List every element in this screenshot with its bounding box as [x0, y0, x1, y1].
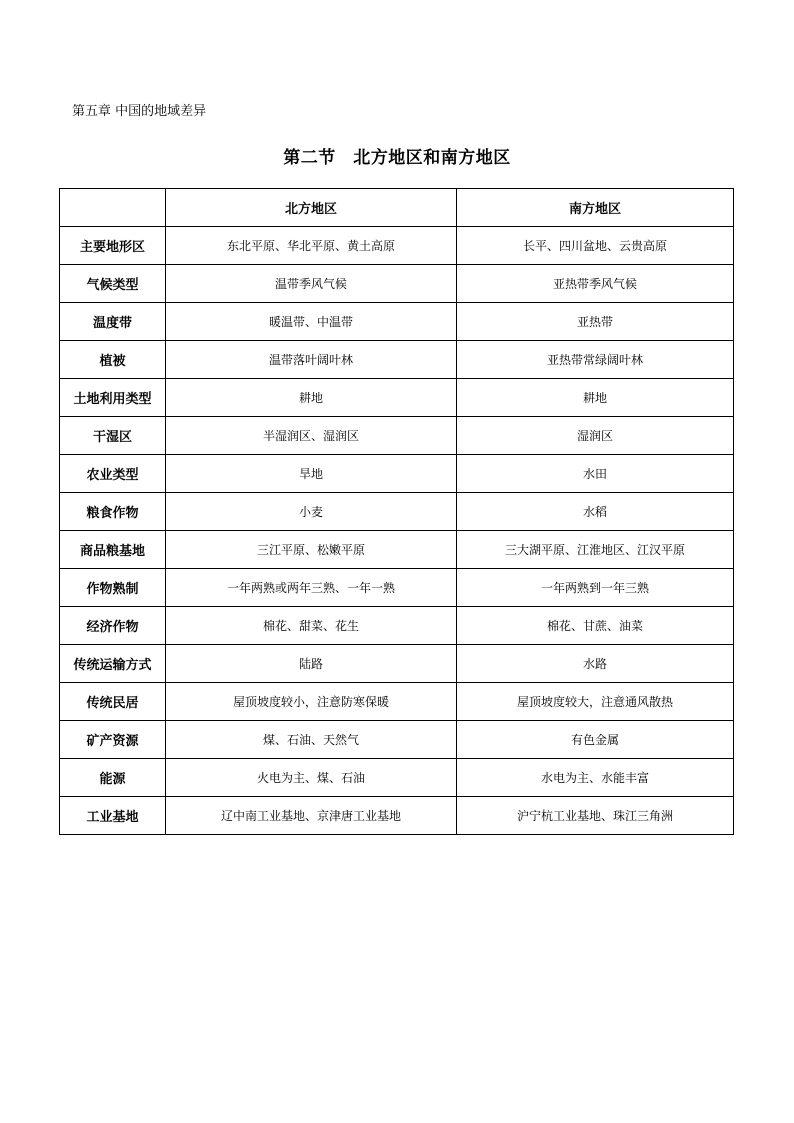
north-cell: 耕地: [166, 379, 457, 417]
row-label: 主要地形区: [60, 227, 166, 265]
south-cell: 屋顶坡度较大，注意通风散热: [457, 683, 734, 721]
south-cell: 亚热带季风气候: [457, 265, 734, 303]
south-cell: 水电为主、水能丰富: [457, 759, 734, 797]
south-cell: 水路: [457, 645, 734, 683]
south-cell: 耕地: [457, 379, 734, 417]
north-cell: 暖温带、中温带: [166, 303, 457, 341]
table-row: [60, 341, 734, 379]
north-cell: 半湿润区、湿润区: [166, 417, 457, 455]
north-cell: 三江平原、松嫩平原: [166, 531, 457, 569]
north-cell: 温带落叶阔叶林: [166, 341, 457, 379]
table-row: [60, 683, 734, 721]
table-row: [60, 531, 734, 569]
row-label: 传统运输方式: [60, 645, 166, 683]
table-row: [60, 645, 734, 683]
south-cell: 一年两熟到一年三熟: [457, 569, 734, 607]
table-row: [60, 379, 734, 417]
row-label: 干湿区: [60, 417, 166, 455]
table-row: [60, 607, 734, 645]
north-cell: 小麦: [166, 493, 457, 531]
row-label: 商品粮基地: [60, 531, 166, 569]
north-cell: 煤、石油、天然气: [166, 721, 457, 759]
row-label: 农业类型: [60, 455, 166, 493]
section-title: 第二节 北方地区和南方地区: [283, 148, 511, 168]
south-cell: 长平、四川盆地、云贵高原: [457, 227, 734, 265]
row-label: 经济作物: [60, 607, 166, 645]
row-label: 能源: [60, 759, 166, 797]
south-cell: 亚热带: [457, 303, 734, 341]
south-cell: 棉花、甘蔗、油菜: [457, 607, 734, 645]
row-label: 作物熟制: [60, 569, 166, 607]
south-cell: 沪宁杭工业基地、珠江三角洲: [457, 797, 734, 835]
row-label: 温度带: [60, 303, 166, 341]
south-cell: 三大湖平原、江淮地区、江汉平原: [457, 531, 734, 569]
north-cell: 东北平原、华北平原、黄土高原: [166, 227, 457, 265]
table-row: [60, 227, 734, 265]
row-label: 传统民居: [60, 683, 166, 721]
table-row: [60, 455, 734, 493]
header-cell-north: 北方地区: [166, 189, 457, 227]
south-cell: 湿润区: [457, 417, 734, 455]
table-row: [60, 417, 734, 455]
row-label: 粮食作物: [60, 493, 166, 531]
north-cell: 一年两熟或两年三熟、一年一熟: [166, 569, 457, 607]
south-cell: 有色金属: [457, 721, 734, 759]
row-label: 工业基地: [60, 797, 166, 835]
row-label: 土地利用类型: [60, 379, 166, 417]
table-row: [60, 493, 734, 531]
table-row: [60, 303, 734, 341]
comparison-table: [59, 188, 734, 835]
table-row: [60, 569, 734, 607]
table-row: [60, 797, 734, 835]
north-cell: 旱地: [166, 455, 457, 493]
south-cell: 亚热带常绿阔叶林: [457, 341, 734, 379]
north-cell: 棉花、甜菜、花生: [166, 607, 457, 645]
header-cell-blank: [60, 189, 166, 227]
table-row: [60, 721, 734, 759]
table-row: [60, 759, 734, 797]
header-cell-south: 南方地区: [457, 189, 734, 227]
row-label: 气候类型: [60, 265, 166, 303]
south-cell: 水田: [457, 455, 734, 493]
north-cell: 辽中南工业基地、京津唐工业基地: [166, 797, 457, 835]
row-label: 矿产资源: [60, 721, 166, 759]
south-cell: 水稻: [457, 493, 734, 531]
table-header-row: [60, 189, 734, 227]
row-label: 植被: [60, 341, 166, 379]
north-cell: 温带季风气候: [166, 265, 457, 303]
north-cell: 陆路: [166, 645, 457, 683]
chapter-header: 第五章 中国的地域差异: [72, 104, 207, 119]
north-cell: 屋顶坡度较小，注意防寒保暖: [166, 683, 457, 721]
north-cell: 火电为主、煤、石油: [166, 759, 457, 797]
table-row: [60, 265, 734, 303]
